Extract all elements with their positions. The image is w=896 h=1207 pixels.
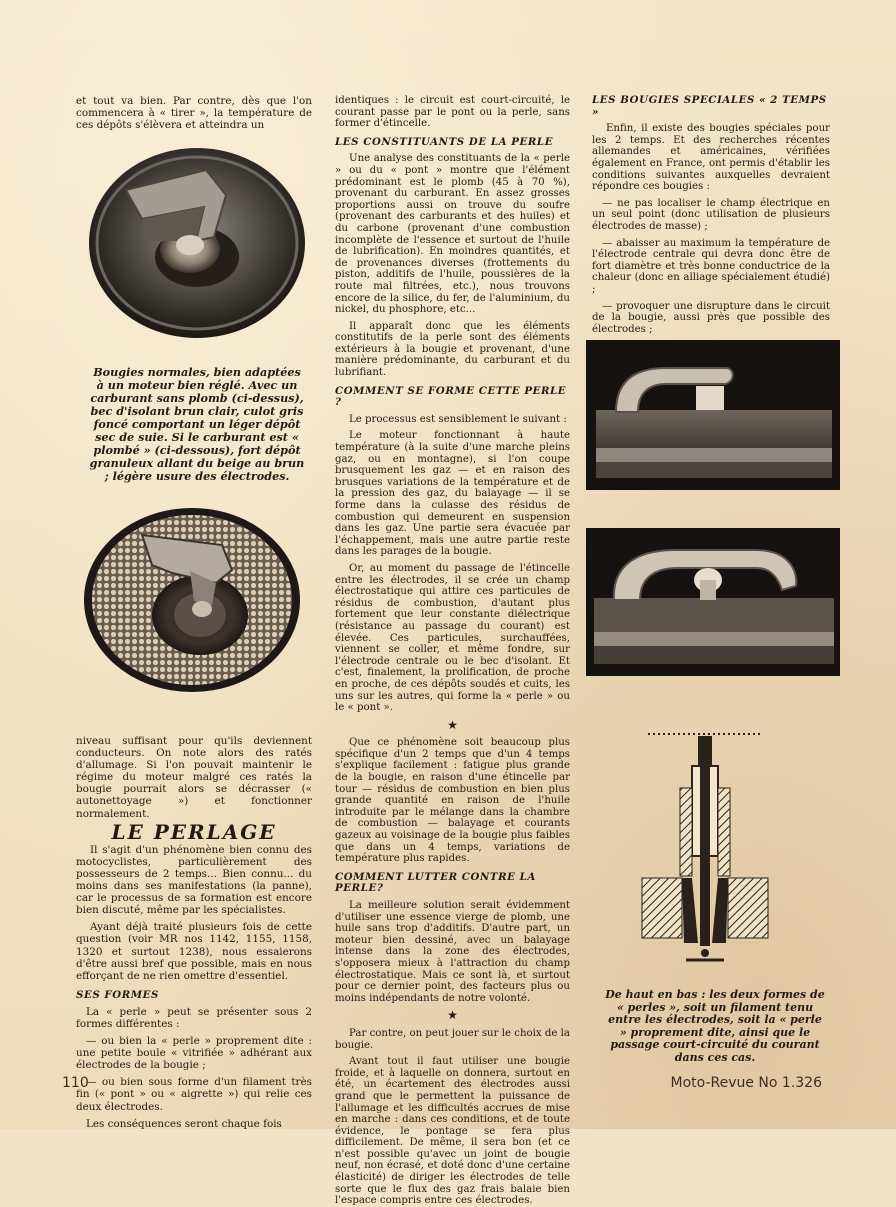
col3-paragraph-2: — ne pas localiser le champ électrique en un seul point (donc utilisation de plusieurs électrodes de masse) ; — [592, 197, 830, 232]
col2-paragraph-7: Que ce phénomène soit beaucoup plus spécifique d'un 2 temps que d'un 4 temps s'explique facilement : fatigue plus grande de la bougie, en raison d'une étincelle par tour — résidus de combustion en bien plus grande quantité en raison de l'huile introduite par le mélange dans la chambre de combustion — balayage et courants gazeux au voisinage de la bougie plus faibles que dans un 4 temps, variations de température plus rapides. — [335, 737, 570, 865]
separator-star-2: ★ — [447, 1008, 458, 1023]
col2-paragraph-4: Le processus est sensiblement le suivant : — [349, 413, 567, 425]
col2-paragraph-3: Il apparaît donc que les éléments constitutifs de la perle sont des éléments extérieurs à la bougie et provenant, d'une manière prédominante, du carburant et du lubrifiant. — [335, 320, 570, 379]
col2-paragraph-6: Or, au moment du passage de l'étincelle entre les électrodes, il se crée un champ électrostatique qui attire ces particules de résidus de combustion, d'autant plus fortement que leur constante diélectrique (résistance au passage du courant) est élevée. Ces particules, surchauffées, viennent se coller, et même fondre, sur l'électrode centrale ou le bec d'isolant. Et c'est, finalement, la prolification, de proche en proche, de ces dépôts soudés et cuits, les uns sur les autres, qui forme la « perle » ou le « pont ». — [335, 562, 570, 714]
col2-paragraph-5: Le moteur fonctionnant à haute température (à la suite d'une marche pleins gaz, ou en montagne), si l'on coupe brusquement les gaz — et en raison des brusques variations de la température et de la pression des gaz, du balayage — il se forme dans la culasse des résidus de combustion qui demeurent en suspension dans les gaz. Une partie sera évacuée par l'échappement, mais une autre partie reste dans les parages de la bougie. — [335, 430, 570, 558]
col3-paragraph-3: — abaisser au maximum la température de l'électrode centrale qui devra donc être de fort diamètre et très bonne conductrice de la chaleur (donc en alliage spécialement étudié) ; — [592, 237, 830, 295]
col2-paragraph-1: identiques : le circuit est court-circuité, le courant passe par le pont ou la perle, sans former d'étincelle. — [335, 95, 570, 130]
formes-paragraph-2: — ou bien la « perle » proprement dite : une petite boule « vitrifiée » adhérant aux électrodes de la bougie ; — [76, 1035, 312, 1072]
col1-top-paragraph: et tout va bien. Par contre, dès que l'on commencera à « tirer », la température de ces dépôts s'élèvera et atteindra un — [76, 95, 312, 132]
spark-plug-top-view-icon — [86, 145, 308, 345]
subhead-constituants: LES CONSTITUANTS DE LA PERLE — [335, 135, 554, 148]
column-1 — [76, 95, 312, 136]
col2-paragraph-10: Avant tout il faut utiliser une bougie froide, et à laquelle on donnera, surtout en été, un écartement des électrodes aussi grand que le permettent la puissance de l'allumage et les difficultés accrues de mise en marche : dans ces conditions, et de toute évidence, le pontage se fera plus difficilement. De même, il sera bon (et ce n'est possible qu'avec un joint de bougie neuf, non écrasé, et doté donc d'une certaine élasticité) de diriger les électrodes de telle sorte que le flux des gaz frais balaie bien l'espace compris entre ces électrodes. — [335, 1056, 570, 1207]
electrode-bridge-icon — [586, 340, 840, 490]
subhead-lutter: COMMENT LUTTER CONTRE LA PERLE? — [335, 870, 536, 895]
magazine-issue: Moto-Revue No 1.326 — [670, 1075, 822, 1091]
col2-paragraph-2: Une analyse des constituants de la « perle » ou du « pont » montre que l'élément prédominant est le plomb (45 à 70 %), provenant du carburant. En assez grosses proportions aussi on trouve du soufre (provenant des carburants et des huiles) et du carbone (provenant d'une combustion incomplète de l'essence et surtout de l'huile de lubrification). En moindres quantités, et de provenances diverses (frottements du piston, additifs de l'huile, poussières de la route mal filtrées, etc.), nous trouvons encore de la silice, du fer, de l'aluminium, du nickel, du phosphore, etc... — [335, 153, 570, 316]
photo-pont-filament — [586, 340, 840, 490]
col1-after-photo-paragraph: niveau suffisant pour qu'ils deviennent conducteurs. On note alors des ratés d'allumage. Si l'on pouvait maintenir le régime du moteur malgré ces ratés la bougie pourrait alors se décrasser (« autonettoyage ») et fonctionner normalement. — [76, 735, 312, 820]
subhead-bougies-speciales: LES BOUGIES SPECIALES « 2 TEMPS » — [592, 94, 827, 118]
electrode-pearl-icon — [586, 528, 840, 676]
caption-normal-plugs: Bougies normales, bien adaptées à un moteur bien réglé. Avec un carburant sans plomb (ci-dessus), bec d'isolant brun clair, culot gris foncé comportant un léger dépôt sec de suie. Si le carburant est « plombé » (ci-dessous), fort dépôt granuleux allant du beige au brun ; légère usure des électrodes. — [89, 365, 305, 483]
page-number: 110 — [62, 1075, 89, 1091]
formes-paragraph-1: La « perle » peut se présenter sous 2 formes différentes : — [76, 1005, 312, 1030]
column-1-lower — [76, 735, 312, 1130]
photo-spark-plug-leaded — [82, 505, 302, 695]
section-title-perlage: LE PERLAGE — [111, 819, 277, 844]
caption-perles-forms: De haut en bas : les deux formes de « perles », soit un filament tenu entre les électrodes, soit la « perle » proprement dite, ainsi que le passage court-circuité du courant dans ces cas. — [605, 988, 825, 1064]
spark-plug-deposits-icon — [82, 505, 302, 695]
photo-perle — [586, 528, 840, 676]
col2-paragraph-8: La meilleure solution serait évidemment d'utiliser une essence vierge de plomb, une huile sans trop d'additifs. D'autre part, un moteur bien dessiné, avec un balayage intense dans la zone des électrodes, s'opposera mieux à l'attraction du champ électrostatique. Mais ce sont là, et surtout pour ce dernier point, des facteurs plus ou moins indépendants de notre volonté. — [335, 900, 570, 1004]
col2-paragraph-9: Par contre, on peut jouer sur le choix de la bougie. — [335, 1027, 571, 1051]
col3-paragraph-1: Enfin, il existe des bougies spéciales pour les 2 temps. Et des recherches récentes allemandes et américaines, vérifiées également en France, ont permis d'établir les conditions suivantes auxquelles devraient répondre ces bougies : — [592, 123, 830, 193]
perlage-paragraph-2: Ayant déjà traité plusieurs fois de cette question (voir MR nos 1142, 1155, 1158, 1320 et surtout 1238), nous essaierons d'être aussi bref que possible, mais en nous efforçant de ne rien omettre d'essentiel. — [76, 921, 312, 982]
spark-plug-section-icon — [640, 728, 770, 976]
subhead-ses-formes: SES FORMES — [76, 988, 159, 1001]
photo-spark-plug-unleaded — [86, 145, 308, 345]
diagram-spark-plug-section — [640, 728, 770, 976]
subhead-comment-forme: COMMENT SE FORME CETTE PERLE ? — [335, 384, 567, 409]
perlage-paragraph-1: Il s'agit d'un phénomène bien connu des motocyclistes, particulièrement des possesseurs de 2 temps... Bien connu... du moins dans ses manifestations (la panne), car le processus de sa formation est encore bien discuté, même par les spécialistes. — [76, 843, 312, 917]
separator-star-1: ★ — [447, 717, 458, 732]
column-2 — [335, 95, 570, 1207]
formes-paragraph-4: Les conséquences seront chaque fois — [86, 1117, 282, 1130]
col3-paragraph-4: — provoquer une disrupture dans le circuit de la bougie, aussi près que possible des électrodes ; — [592, 300, 830, 335]
formes-paragraph-3: — ou bien sous forme d'un filament très fin (« pont » ou « aigrette ») qui relie ces deux électrodes. — [76, 1076, 312, 1113]
